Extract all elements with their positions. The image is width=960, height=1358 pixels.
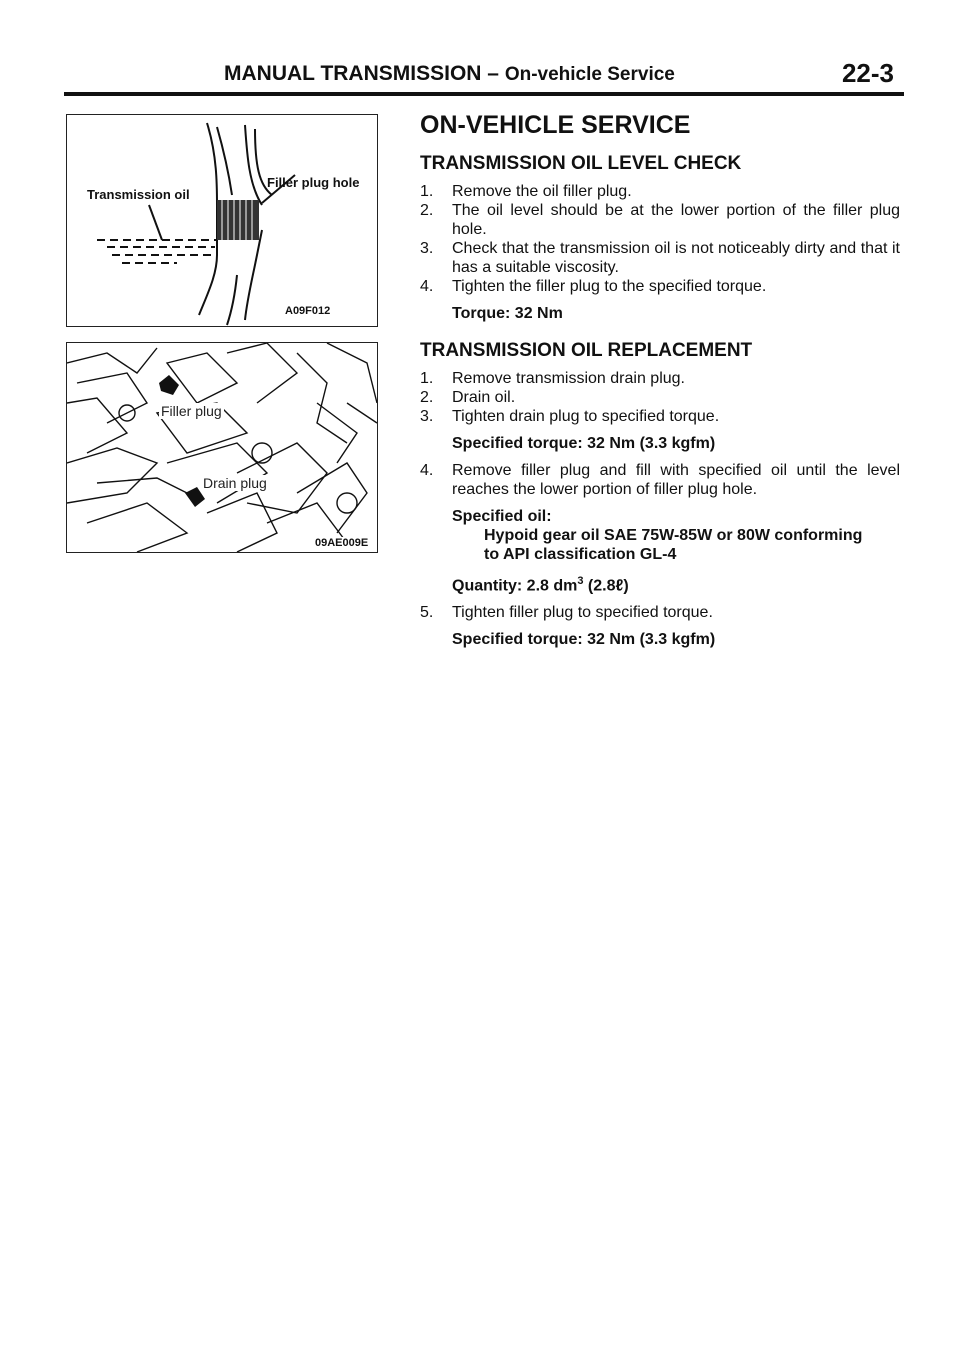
replacement-steps (420, 369, 900, 426)
label-filler-plug: Filler plug (161, 403, 222, 419)
section-title: MANUAL TRANSMISSION (224, 62, 482, 85)
list-item: 3. Check that the transmission oil is not noticeably dirty and that it has a suitable viscosity. (420, 240, 900, 276)
torque-spec-filler: Specified torque: 32 Nm (3.3 kgfm) (452, 631, 716, 649)
header-rule (64, 92, 904, 96)
torque-spec-drain: Specified torque: 32 Nm (3.3 kgfm) (452, 435, 716, 452)
section-subtitle: On-vehicle Service (504, 64, 675, 85)
list-item: 2. Drain oil. (420, 389, 516, 406)
label-filler-plug-hole: Filler plug hole (267, 175, 360, 190)
oil-spec-line-1: Hypoid gear oil SAE 75W-85W or 80W conforming (484, 527, 863, 544)
oil-level-figure (66, 114, 378, 327)
list-item: 2. The oil level should be at the lower portion of the filler plug hole. (420, 202, 900, 238)
oil-quantity: Quantity: 2.8 $dm^3$ (2.8ℓ) (452, 575, 629, 595)
plug-location-figure (66, 342, 378, 553)
transmission-illustration (67, 343, 377, 552)
oil-spec (420, 507, 900, 564)
oil-spec-line-2: to API classification GL-4 (484, 546, 677, 563)
list-item: 1. Remove transmission drain plug. (420, 370, 685, 387)
heading-replacement: TRANSMISSION OIL REPLACEMENT (420, 340, 753, 361)
header-title (224, 62, 675, 86)
list-item: 4. Remove filler plug and fill with specified oil until the level reaches the lower portion of filler plug hole. (420, 462, 900, 498)
list-item: 1. Remove the oil filler plug. (420, 183, 632, 200)
list-item: 3. Tighten drain plug to specified torque. (420, 408, 720, 425)
oil-spec-label: Specified oil: (452, 508, 552, 525)
page-title: ON-VEHICLE SERVICE (420, 111, 691, 139)
label-transmission-oil: Transmission oil (87, 187, 190, 202)
main-content (420, 110, 900, 657)
heading-level-check: TRANSMISSION OIL LEVEL CHECK (420, 153, 742, 174)
label-drain-plug: Drain plug (203, 475, 267, 491)
torque-spec: Torque: 32 Nm (452, 305, 563, 322)
oil-level-drawing (67, 115, 377, 326)
list-item: 4. Tighten the filler plug to the specified torque. (420, 278, 767, 295)
figure-code: A09F012 (285, 305, 331, 317)
list-item: 5. Tighten filler plug to specified torque. (420, 604, 713, 622)
figure-code-2: 09AE009E (315, 537, 369, 549)
level-check-steps (420, 182, 900, 296)
header-separator: – (487, 62, 499, 85)
page-number: 22-3 (841, 58, 894, 88)
page-header (64, 56, 904, 96)
